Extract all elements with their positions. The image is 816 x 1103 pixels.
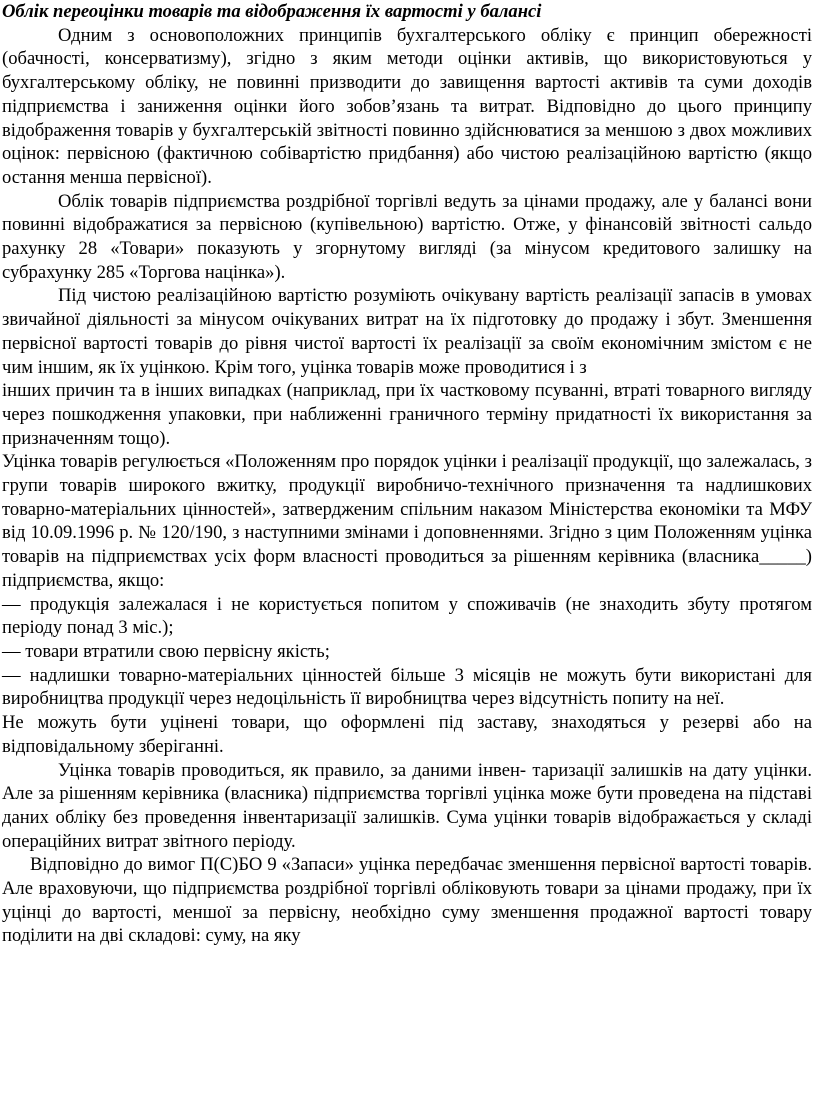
- list-item-lost-quality: — товари втратили свою первісну якість;: [2, 640, 330, 662]
- paragraph-psbo-9: Відповідно до вимог П(С)БО 9 «Запаси» уцінка передбачає зменшення первісної вартості товарів. Але враховуючи, що підприємства роздрібної торгівлі обліковують товари за цінами продажу, при їх уцінці до вартості, меншої за первісну, необхідно суму зменшення продажної вартості товару поділити на дві складові: суму, на яку: [2, 854, 812, 947]
- list-item-stale-products: — продукція залежалася і не користується попитом у споживачів (не знаходить збуту протягом періоду понад 3 міс.);: [2, 593, 812, 639]
- document-title: Облік переоцінки товарів та відображення їх вартості у балансі: [2, 1, 542, 22]
- paragraph-retail-accounting: Облік товарів підприємства роздрібної торгівлі ведуть за цінами продажу, але у балансі вони повинні відображатися за первісною (купівельною) вартістю. Отже, у фінансовій звітності сальдо рахунку 28 «Товари» показують у згорнутому вигляді (за мінусом кредитового залишку на субрахунку 285 «Торгова націнка»).: [2, 190, 812, 283]
- paragraph-net-realizable-value: Під чистою реалізаційною вартістю розуміють очікувану вартість реалізації запасів в умовах звичайної діяльності за мінусом очікуваних витрат на їх підготовку до продажу і збут. Зменшення первісної вартості товарів до рівня чистої вартості їх реалізації за своїм економічним змістом є не чим іншим, як їх уцінкою. Крім того, уцінка товарів може проводитися і з: [2, 285, 812, 378]
- list-item-surplus: — надлишки товарно-матеріальних цінностей більше 3 місяців не можуть бути використані для виробництва продукції через недоцільність її виробництва через відсутність попиту на неї.: [2, 664, 812, 710]
- paragraph-prudence-principle: Одним з основоположних принципів бухгалтерського обліку є принцип обережності (обачності, консерватизму), згідно з яким методи оцінки активів, що використовуються у бухгалтерському обліку, не повинні призводити до завищення вартості активів та суми доходів підприємства і заниження оцінки його зобов’язань та витрат. Відповідно до цього принципу відображення товарів у бухгалтерській звітності повинно здійснюватися за меншою з двох можливих оцінок: первісною (фактичною собівартістю придбання) або чистою реалізаційною вартістю (якщо остання менша первісної).: [2, 24, 812, 188]
- paragraph-other-reasons: інших причин та в інших випадках (наприклад, при їх частковому псуванні, втраті товарного вигляду через пошкодження упаковки, при наближенні граничного терміну придатності їх використання за призначенням тощо).: [2, 380, 812, 449]
- paragraph-exceptions: Не можуть бути уцінені товари, що оформлені під заставу, знаходяться у резерві або на відповідальному зберіганні.: [2, 712, 812, 757]
- paragraph-inventory-basis: Уцінка товарів проводиться, як правило, за даними інвен- таризації залишків на дату уцінки. Але за рішенням керівника (власника) підприємства торгівлі уцінка може бути проведена на підставі даних обліку без проведення інвентаризації залишків. Сума уцінки товарів відображається у складі операційних витрат звітного періоду.: [2, 759, 812, 852]
- paragraph-regulation: Уцінка товарів регулюється «Положенням про порядок уцінки і реалізації продукції, що залежалась, з групи товарів широкого вжитку, продукції виробничо-технічного призначення та надлишкових товарно-матеріальних цінностей», затвердженим спільним наказом Міністерства економіки та МФУ від 10.09.1996 р. № 120/190, з наступними змінами і доповненнями. Згідно з цим Положенням уцінка товарів на підприємствах усіх форм власності проводиться за рішенням керівника (власника_____) підприємства, якщо:: [2, 451, 812, 591]
